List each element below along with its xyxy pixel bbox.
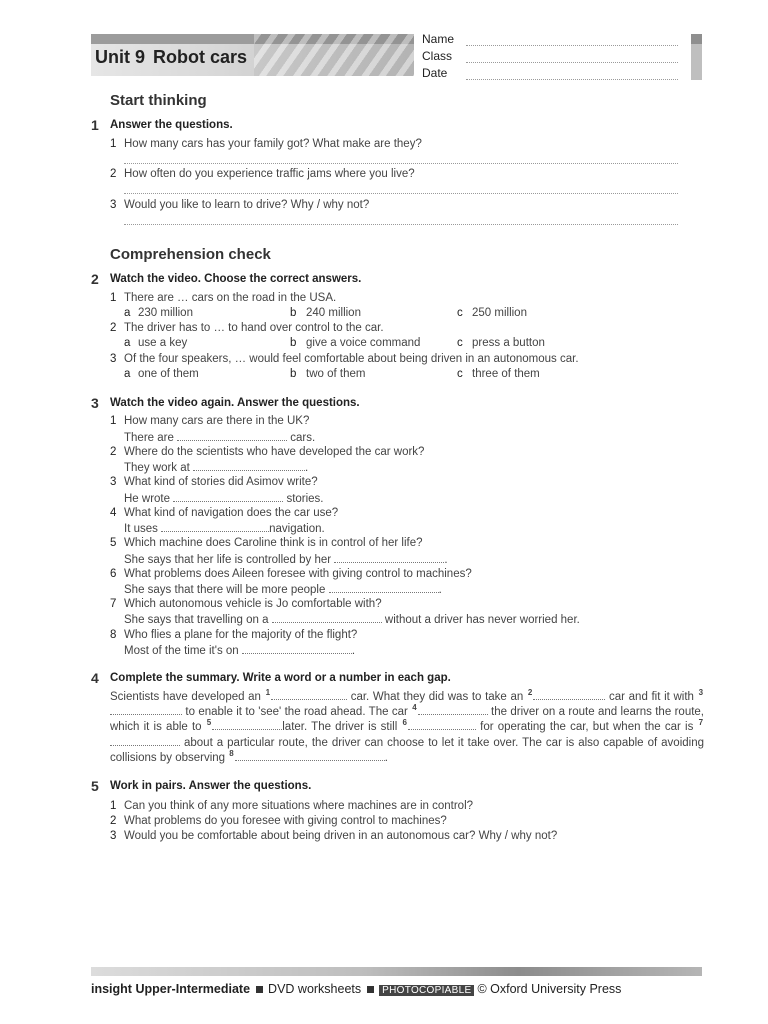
question-number: 2 — [110, 815, 117, 827]
option-text[interactable]: one of them — [138, 368, 199, 380]
summary-gap-8[interactable] — [235, 751, 385, 761]
option-text[interactable]: 230 million — [138, 307, 193, 319]
question-text: Where do the scientists who have developed the car work? — [124, 446, 425, 458]
footer-banner — [91, 967, 702, 976]
photocopiable-badge: PHOTOCOPIABLE — [379, 985, 474, 996]
unit-title — [95, 47, 247, 68]
answer-gap[interactable] — [161, 522, 269, 532]
summary-paragraph: Scientists have developed an $^1$ car. What they did was to take an $^2$ car and fit it with $^3$ to enable it to 'see' the road ahead. The car $^4$ the driver on a route and learns the route, which it is able to $^5$ later. The driver is still $^6$ for operating the car, but when the car is $^7$ about a particular route, the driver can choose to let it take over. The car is also capable of avoiding collisions by observing $^8$ . — [110, 688, 704, 764]
option-text[interactable]: give a voice command — [306, 337, 421, 349]
answer-sentence: She says that her life is controlled by her . — [124, 554, 448, 566]
exercise-instruction: Work in pairs. Answer the questions. — [110, 780, 312, 792]
question-text: Of the four speakers, … would feel comfortable about being driven in an autonomous car. — [124, 353, 579, 365]
option-letter[interactable]: c — [457, 368, 463, 380]
question-text: What problems does Aileen foresee with giving control to machines? — [124, 568, 472, 580]
summary-gap-6[interactable] — [408, 720, 476, 730]
question-text: What kind of navigation does the car use? — [124, 507, 339, 519]
footer-brand: insight Upper-Intermediate — [91, 982, 251, 996]
question-number: 4 — [110, 507, 117, 519]
date-field[interactable] — [466, 79, 678, 80]
answer-sentence: Most of the time it's on . — [124, 645, 356, 657]
question-number: 2 — [110, 322, 117, 334]
summary-gap-2[interactable] — [533, 690, 605, 700]
option-letter[interactable]: a — [124, 368, 131, 380]
exercise-instruction: Watch the video. Choose the correct answers. — [110, 273, 362, 285]
unit-number: Unit 9 — [95, 47, 146, 67]
answer-gap[interactable] — [329, 583, 439, 593]
footer — [91, 982, 621, 996]
date-label: Date — [422, 66, 448, 80]
question-text: How many cars has your family got? What make are they? — [124, 138, 422, 150]
answer-gap[interactable] — [193, 461, 305, 471]
answer-sentence: She says that travelling on a without a driver has never worried her. — [124, 614, 580, 626]
question-number: 6 — [110, 568, 117, 580]
class-label: Class — [422, 49, 453, 63]
option-letter[interactable]: a — [124, 337, 131, 349]
answer-gap[interactable] — [334, 553, 444, 563]
answer-sentence: He wrote stories. — [124, 493, 324, 505]
square-bullet-icon — [367, 986, 374, 993]
summary-gap-7[interactable] — [110, 736, 180, 746]
answer-gap[interactable] — [242, 644, 352, 654]
exercise-instruction: Watch the video again. Answer the questions. — [110, 397, 360, 409]
question-number: 7 — [110, 598, 117, 610]
unit-name: Robot cars — [153, 47, 248, 67]
option-letter[interactable]: c — [457, 337, 463, 349]
question-number: 3 — [110, 830, 117, 842]
footer-copyright: © Oxford University Press — [477, 982, 622, 996]
exercise-number: 1 — [91, 117, 99, 133]
question-number: 1 — [110, 292, 117, 304]
exercise-number: 4 — [91, 670, 99, 686]
summary-gap-4[interactable] — [418, 705, 488, 715]
option-text[interactable]: press a button — [472, 337, 545, 349]
question-text: Which autonomous vehicle is Jo comfortable with? — [124, 598, 382, 610]
exercise-number: 3 — [91, 395, 99, 411]
name-label: Name — [422, 32, 455, 46]
section-heading-comprehension: Comprehension check — [110, 246, 271, 263]
summary-gap-5[interactable] — [212, 720, 282, 730]
summary-gap-1[interactable] — [271, 690, 347, 700]
answer-gap[interactable] — [173, 492, 283, 502]
question-number: 3 — [110, 476, 117, 488]
answer-gap[interactable] — [272, 613, 382, 623]
answer-gap[interactable] — [177, 431, 287, 441]
name-field[interactable] — [466, 45, 678, 46]
question-number: 5 — [110, 537, 117, 549]
question-number: 3 — [110, 353, 117, 365]
question-number: 2 — [110, 446, 117, 458]
option-text[interactable]: two of them — [306, 368, 366, 380]
question-text: Who flies a plane for the majority of the flight? — [124, 629, 358, 641]
option-letter[interactable]: b — [290, 337, 297, 349]
question-number: 1 — [110, 138, 117, 150]
exercise-number: 2 — [91, 271, 99, 287]
question-text: What problems do you foresee with giving control to machines? — [124, 815, 447, 827]
question-number: 8 — [110, 629, 117, 641]
question-number: 2 — [110, 168, 117, 180]
question-text: The driver has to … to hand over control to the car. — [124, 322, 384, 334]
option-text[interactable]: 250 million — [472, 307, 527, 319]
question-text: What kind of stories did Asimov write? — [124, 476, 318, 488]
question-text: Would you like to learn to drive? Why / why not? — [124, 199, 370, 211]
exercise-number: 5 — [91, 778, 99, 794]
option-letter[interactable]: a — [124, 307, 131, 319]
answer-line[interactable] — [124, 224, 678, 225]
question-text: Can you think of any more situations where machines are in control? — [124, 800, 474, 812]
exercise-instruction: Answer the questions. — [110, 119, 233, 131]
option-letter[interactable]: b — [290, 307, 297, 319]
answer-sentence: She says that there will be more people . — [124, 584, 442, 596]
question-text: There are … cars on the road in the USA. — [124, 292, 337, 304]
answer-line[interactable] — [124, 163, 678, 164]
question-text: How often do you experience traffic jams where you live? — [124, 168, 415, 180]
header-side-strip — [691, 34, 702, 80]
section-heading-start-thinking: Start thinking — [110, 92, 207, 109]
answer-line[interactable] — [124, 193, 678, 194]
option-text[interactable]: 240 million — [306, 307, 361, 319]
option-text[interactable]: use a key — [138, 337, 188, 349]
footer-series: DVD worksheets — [268, 982, 362, 996]
answer-sentence: It uses navigation. — [124, 523, 325, 535]
answer-sentence: They work at . — [124, 462, 309, 474]
answer-sentence: There are cars. — [124, 432, 316, 444]
question-text: Which machine does Caroline think is in control of her life? — [124, 537, 423, 549]
option-letter[interactable]: b — [290, 368, 297, 380]
question-text: How many cars are there in the UK? — [124, 415, 310, 427]
question-number: 1 — [110, 415, 117, 427]
option-text[interactable]: three of them — [472, 368, 540, 380]
question-number: 1 — [110, 800, 117, 812]
question-text: Would you be comfortable about being driven in an autonomous car? Why / why not? — [124, 830, 558, 842]
square-bullet-icon — [256, 986, 263, 993]
exercise-instruction: Complete the summary. Write a word or a number in each gap. — [110, 672, 451, 684]
question-number: 3 — [110, 199, 117, 211]
class-field[interactable] — [466, 62, 678, 63]
option-letter[interactable]: c — [457, 307, 463, 319]
summary-gap-3[interactable] — [110, 705, 182, 715]
